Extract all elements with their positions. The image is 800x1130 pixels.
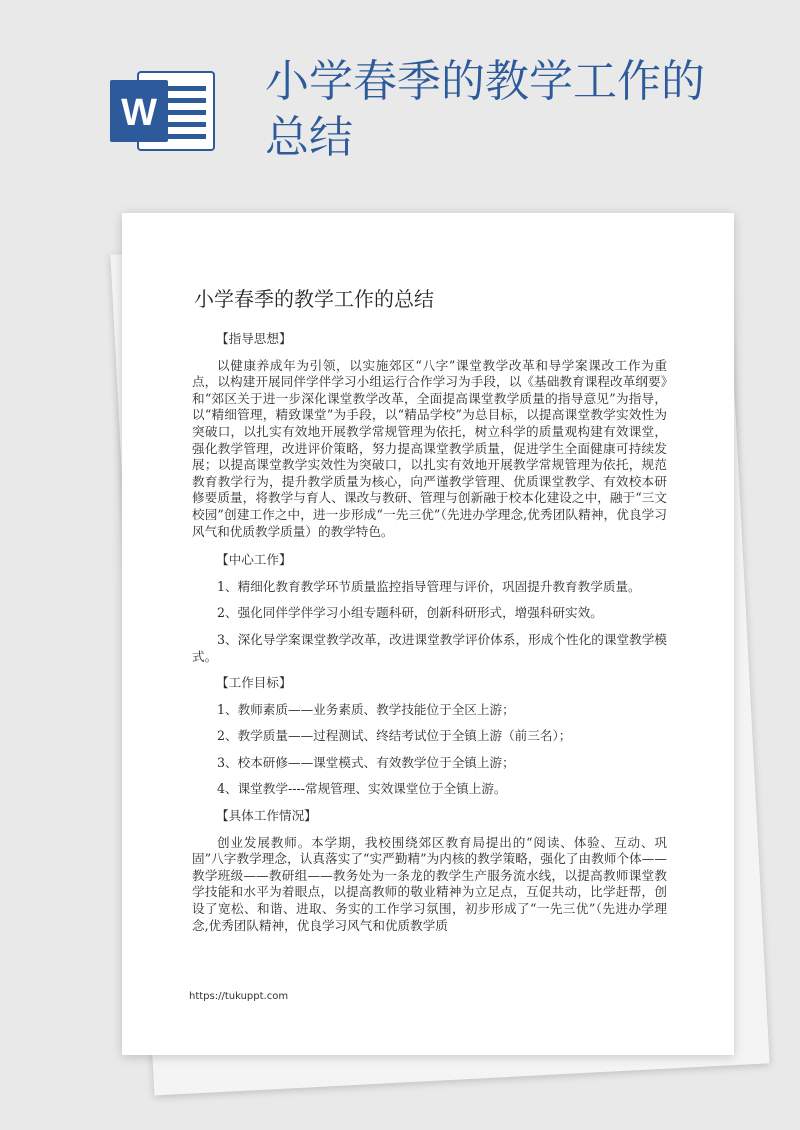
section-heading: 【指导思想】 bbox=[216, 331, 292, 346]
footer-url[interactable]: https://tukuppt.com bbox=[189, 991, 289, 1002]
body-paragraph: 2、教学质量——过程测试、终结考试位于全镇上游（前三名）； bbox=[217, 728, 572, 744]
body-paragraph: 3、校本研修——课堂模式、有效教学位于全镇上游； bbox=[217, 754, 515, 770]
section-heading: 【工作目标】 bbox=[216, 675, 292, 691]
body-paragraph: 创业发展教师。本学期，我校围绕郊区教育局提出的“阅读、体验、互动、巩固”八字教学理念，认真落实了“实严勤精”为内核的教学策略，强化了由教师个体——教学班级——教研组——教务处为一条龙的教学生产服务流水线，以提高教师课堂教学技能和水平为着眼点，以提高教师的敬业精神为立足点，互促共动，比学赶帮，创设了宽松、和谐、进取、务实的工作学习氛围，初步形成了“一先三优”（先进办学理念,优秀团队精神，优良学习风气和优质教学质 bbox=[192, 834, 667, 933]
body-paragraph: 1、教师素质——业务素质、教学技能位于全区上游； bbox=[217, 701, 515, 717]
body-paragraph: 4、课堂教学----常规管理、实效课堂位于全镇上游。 bbox=[217, 781, 507, 797]
body-paragraph: 2、强化同伴学伴学习小组专题科研，创新科研形式，增强科研实效。 bbox=[217, 605, 603, 621]
banner-title: 小学春季的教学工作的总结 bbox=[265, 56, 705, 163]
section-heading: 【具体工作情况】 bbox=[216, 808, 317, 824]
word-document-icon bbox=[108, 68, 218, 154]
document-title: 小学春季的教学工作的总结 bbox=[194, 287, 434, 311]
section-heading: 【中心工作】 bbox=[216, 552, 292, 568]
document-page bbox=[122, 213, 734, 1055]
word-icon-letter: W bbox=[121, 92, 157, 134]
body-paragraph: 1、精细化教育教学环节质量监控指导管理与评价，巩固提升教育教学质量。 bbox=[217, 578, 641, 594]
document-body bbox=[192, 331, 667, 944]
body-paragraph: 以健康养成年为引领，以实施郊区“八字”课堂教学改革和导学案课改工作为重点，以构建开展同伴学伴学习小组运行合作学习为手段，以《基础教育课程改革纲要》和“郊区关于进一步深化课堂教学改革，全面提高课堂教学质量的指导意见”为指导，以“精细管理，精致课堂”为手段，以“精品学校”为总目标，以提高课堂教学实效性为突破口，以扎实有效地开展教学常规管理为依托，树立科学的质量观构建有效课堂，强化教学管理，改进评价策略，努力提高课堂教学质量，促进学生全面健康可持续发展；以提高课堂教学实效性为突破口，以扎实有效地开展教学常规管理为依托，规范教育教学行为，提升教学质量为核心，向严谨教学管理、优质课堂教学、有效校本研修要质量，将教学与育人、课改与教研、管理与创新融于校本化建设之中，融于“三文校园”创建工作之中，进一步形成“一先三优”（先进办学理念,优秀团队精神，优良学习风气和优质教学质量）的教学特色。 bbox=[192, 357, 667, 539]
body-paragraph: 3、深化导学案课堂教学改革，改进课堂教学评价体系，形成个性化的课堂教学模式。 bbox=[192, 631, 667, 664]
